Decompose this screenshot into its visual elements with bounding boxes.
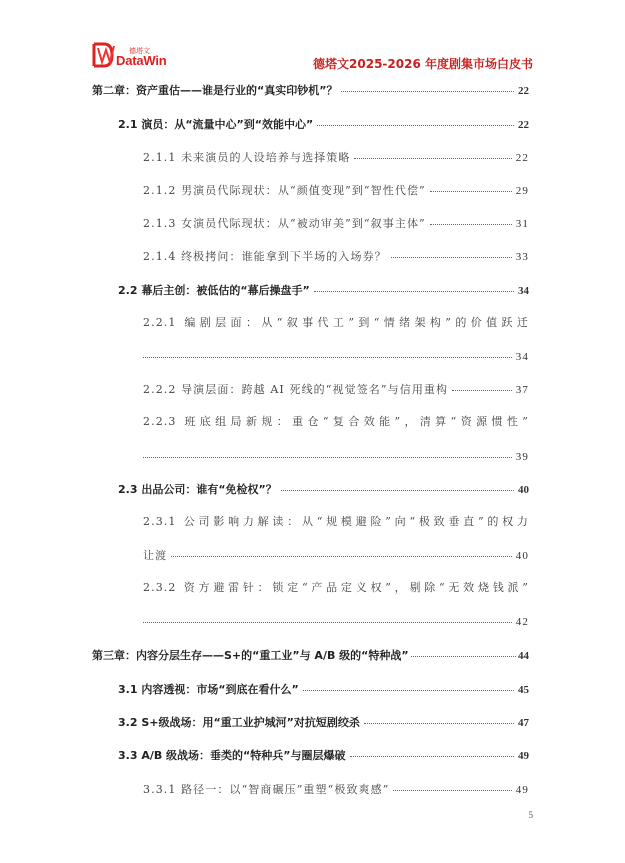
toc-entry-title: 3.2 S+级战场：用“重工业护城河”对抗短剧绞杀 [118, 716, 360, 729]
toc-entry-2-1-2[interactable] [143, 181, 529, 199]
toc-entry-title-continued: 让渡 [143, 549, 168, 562]
toc-entry-title: 第二章：资产重估——谁是行业的“真实印钞机”？ [92, 84, 338, 97]
toc-entry-2-2-2[interactable] [143, 380, 529, 398]
toc-entry-2-1-4[interactable] [143, 247, 529, 265]
logo-en-text: DataWin [116, 53, 167, 68]
toc-leader-dots [391, 245, 512, 258]
toc-page-number: 22 [515, 152, 529, 164]
toc-leader-dots [354, 146, 511, 159]
toc-entry-2-1[interactable] [118, 115, 529, 133]
toc-leader-dots [303, 678, 514, 691]
toc-entry-2-2-1-line1[interactable]: 2.2.1 编剧层面：从“叙事代工”到“情绪架构”的价值跃迁 [143, 316, 529, 329]
toc-leader-dots [171, 544, 512, 557]
logo-cn-text: 德塔文 [129, 47, 150, 55]
toc-entry-2-3-1[interactable] [143, 546, 529, 564]
document-header-title: 德塔文2025-2026 年度剧集市场白皮书 [313, 57, 533, 71]
toc-leader-dots [430, 179, 512, 192]
toc-entry-2-1-1[interactable] [143, 148, 529, 166]
toc-entry-2-2-1[interactable] [143, 347, 529, 365]
toc-leader-dots [143, 445, 512, 458]
toc-entry-2-2-3[interactable] [143, 447, 529, 465]
toc-page-number: 34 [518, 285, 529, 297]
toc-leader-dots [314, 279, 514, 292]
toc-page-number: 49 [518, 750, 529, 762]
toc-leader-dots [341, 79, 514, 92]
toc-page-number: 40 [515, 550, 529, 562]
toc-page-number: 37 [515, 384, 529, 396]
toc-entry-2-2[interactable] [118, 281, 529, 299]
datawin-logo [92, 42, 202, 72]
toc-entry-title: 2.1 演员：从“流量中心”到“效能中心” [118, 118, 314, 131]
toc-entry-3-1[interactable] [118, 680, 529, 698]
toc-leader-dots [143, 345, 512, 358]
toc-page-number: 29 [515, 185, 529, 197]
toc-page-number: 22 [518, 119, 529, 131]
toc-page-number: 42 [515, 616, 529, 628]
toc-leader-dots [281, 478, 514, 491]
toc-leader-dots [317, 113, 514, 126]
toc-entry-title: 2.2 幕后主创：被低估的“幕后操盘手” [118, 284, 310, 297]
toc-leader-dots [411, 644, 516, 657]
toc-entry-chapter-3[interactable] [92, 646, 529, 664]
toc-entry-2-3-1-line1[interactable]: 2.3.1 公司影响力解读：从“规模避险”向“极致垂直”的权力 [143, 515, 529, 528]
toc-entry-2-2-3-line1[interactable]: 2.2.3 班底组局新规：重仓“复合效能”，清算“资源惯性” [143, 415, 529, 428]
toc-entry-title: 2.3 出品公司：谁有“免检权”？ [118, 483, 277, 496]
toc-leader-dots [452, 378, 512, 391]
toc-entry-chapter-2[interactable] [92, 81, 529, 99]
toc-entry-2-3-2[interactable] [143, 612, 529, 630]
toc-page-number: 40 [518, 484, 529, 496]
toc-entry-title: 2.2.2 导演层面：跨越 AI 死线的“视觉签名”与信用重构 [143, 383, 449, 396]
toc-page-number: 49 [515, 784, 529, 796]
toc-entry-3-2[interactable] [118, 713, 529, 731]
datawin-logo-icon [92, 42, 116, 70]
toc-page-number: 34 [515, 351, 529, 363]
toc-entry-title: 2.1.2 男演员代际现状：从“颜值变现”到“智性代偿” [143, 184, 426, 197]
toc-page-number: 33 [515, 251, 529, 263]
toc-entry-title: 3.1 内容透视：市场“到底在看什么” [118, 683, 299, 696]
toc-leader-dots [430, 212, 512, 225]
page-number: 5 [528, 810, 533, 820]
toc-entry-title: 3.3.1 路径一：以“智商碾压”重塑“极致爽感” [143, 783, 390, 796]
toc-entry-2-3[interactable] [118, 480, 529, 498]
toc-page-number: 45 [518, 684, 529, 696]
toc-page-number: 47 [518, 717, 529, 729]
toc-entry-title: 2.1.4 终极拷问：谁能拿到下半场的入场券？ [143, 250, 387, 263]
toc-page-number: 39 [515, 451, 529, 463]
toc-page-number: 22 [518, 85, 529, 97]
toc-leader-dots [350, 744, 514, 757]
toc-entry-title: 2.1.3 女演员代际现状：从“被动审美”到“叙事主体” [143, 217, 426, 230]
toc-entry-2-1-3[interactable] [143, 214, 529, 232]
toc-leader-dots [364, 711, 514, 724]
toc-entry-title: 3.3 A/B 级战场：垂类的“特种兵”与圈层爆破 [118, 749, 346, 762]
toc-leader-dots [143, 610, 512, 623]
toc-leader-dots [393, 778, 511, 791]
toc-entry-3-3[interactable] [118, 746, 529, 764]
toc-entry-title: 2.1.1 未来演员的人设培养与选择策略 [143, 151, 351, 164]
toc-page-number: 44 [518, 650, 529, 662]
toc-entry-3-3-1[interactable] [143, 780, 529, 798]
toc-entry-2-3-2-line1[interactable]: 2.3.2 资方避雷针：锁定“产品定义权”，剔除“无效烧钱派” [143, 581, 529, 594]
toc-page-number: 31 [515, 218, 529, 230]
toc-entry-title: 第三章：内容分层生存——S+的“重工业”与 A/B 级的“特种战” [92, 649, 409, 662]
